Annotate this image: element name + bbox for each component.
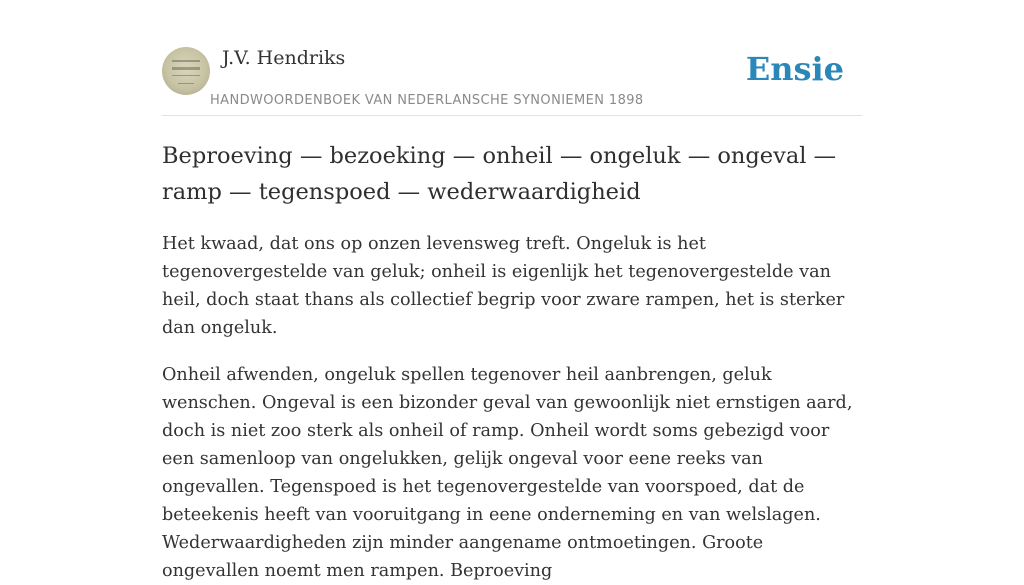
cover-line bbox=[172, 75, 200, 76]
cover-line bbox=[178, 83, 194, 84]
header bbox=[162, 0, 862, 116]
entry-paragraph: Het kwaad, dat ons op onzen levensweg treft. Ongeluk is het tegenovergestelde van geluk; onheil is eigenlijk het tegenovergestelde van heil, doch staat thans als collectief begrip voor zware rampen, het is sterker dan ongeluk. bbox=[162, 234, 845, 338]
entry-paragraph: Onheil afwenden, ongeluk spellen tegenover heil aanbrengen, geluk wenschen. Ongeval is een bizonder geval van gewoonlijk niet ernstigen aard, doch is niet zoo sterk als onheil of ramp. Onheil wordt soms gebezigd voor een samenloop van ongelukken, gelijk ongeval voor eene reeks van ongevallen. Tegenspoed is het tegenovergestelde van voorspoed, dat de beteekenis heeft van vooruitgang in eene onderneming en van welslagen. Wederwaardigheden zijn minder aangename ontmoetingen. Groote ongevallen noemt men rampen. Beproeving bbox=[162, 365, 853, 581]
cover-line bbox=[172, 67, 200, 70]
cover-line bbox=[172, 60, 200, 62]
brand-logo[interactable]: Ensie bbox=[745, 50, 844, 88]
book-title[interactable]: HANDWOORDENBOEK VAN NEDERLANSCHE SYNONIEMEN 1898 bbox=[210, 93, 644, 108]
author-name[interactable]: J.V. Hendriks bbox=[222, 47, 346, 69]
book-cover-avatar[interactable] bbox=[162, 47, 210, 95]
article bbox=[162, 0, 862, 585]
entry-title: Beproeving — bezoeking — onheil — ongeluk — ongeval — ramp — tegenspoed — wederwaardigheid bbox=[162, 143, 837, 205]
